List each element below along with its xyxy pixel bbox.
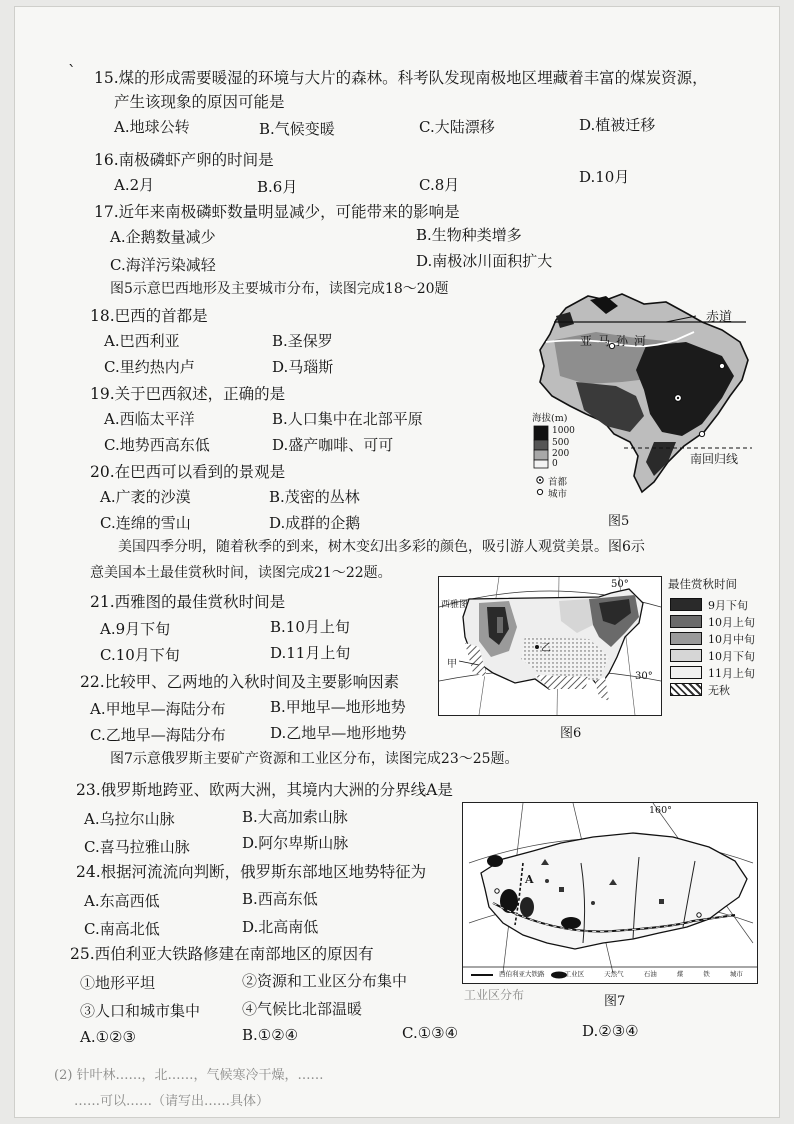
question-22-stem: 22.比较甲、乙两地的入秋时间及主要影响因素 <box>80 673 400 691</box>
question-25-option-c: C.①③④ <box>402 1024 459 1042</box>
question-22-option-a: A.甲地早—海陆分布 <box>90 700 226 718</box>
question-21-option-b: B.10月上旬 <box>270 618 350 636</box>
question-25-option-b: B.①②④ <box>242 1026 299 1044</box>
question-17-option-c: C.海洋污染减轻 <box>110 256 216 274</box>
fig5-intro: 图5示意巴西地形及主要城市分布，读图完成18～20题 <box>110 281 449 297</box>
fig7-intro: 图7示意俄罗斯主要矿产资源和工业区分布，读图完成23～25题。 <box>110 751 519 767</box>
question-16-option-c: C.8月 <box>419 176 460 194</box>
fig5-elev-0: 0 <box>552 459 558 469</box>
question-22-option-b: B.甲地早—地形地势 <box>270 698 406 716</box>
fig6-legend-label: 11月上旬 <box>708 666 755 680</box>
fig5-river-label: 亚马孙河 <box>580 334 653 348</box>
question-19-option-b: B.人口集中在北部平原 <box>272 410 423 428</box>
fig5-capital-label: 首都 <box>548 477 568 488</box>
fig6-legend-label: 10月下旬 <box>708 649 755 663</box>
fig5-elev-500: 500 <box>552 438 570 448</box>
question-15-option-a: A.地球公转 <box>114 118 190 136</box>
fig6-legend-swatch <box>670 598 702 611</box>
fig7-marker-a: A <box>525 873 534 886</box>
fig6-lat-50: 50° <box>611 579 629 590</box>
fig6-legend-row <box>670 611 755 629</box>
fig6-legend-label: 无秋 <box>708 683 730 697</box>
fig5-city-label: 城市 <box>548 489 568 500</box>
fig6-seattle-label: 西雅图 <box>441 600 469 610</box>
question-24-option-d: D.北高南低 <box>242 918 319 936</box>
question-21-option-d: D.11月上旬 <box>270 644 351 662</box>
fig6-legend-swatch <box>670 683 702 696</box>
figure-6-usa-map <box>438 576 662 716</box>
question-15-option-c: C.大陆漂移 <box>419 118 495 136</box>
question-25-item-4: ④气候比北部温暖 <box>242 1000 363 1018</box>
question-23-option-a: A.乌拉尔山脉 <box>84 810 175 828</box>
question-15-stem: 15.煤的形成需要暖湿的环境与大片的森林。科考队发现南极地区埋藏着丰富的煤炭资源， <box>94 69 708 87</box>
fig6-legend-row <box>670 679 730 697</box>
figure-5-brazil-map <box>526 286 762 502</box>
question-20-option-d: D.成群的企鹅 <box>269 514 361 532</box>
question-20-option-b: B.茂密的丛林 <box>269 488 360 506</box>
fig6-legend-label: 10月中旬 <box>708 632 755 646</box>
fig6-legend-row <box>670 594 748 612</box>
fig6-legend-swatch <box>670 649 702 662</box>
fig5-tropic-label: 南回归线 <box>690 452 739 466</box>
question-16-option-a: A.2月 <box>114 176 155 194</box>
question-21-stem: 21.西雅图的最佳赏秋时间是 <box>90 593 286 611</box>
question-24-option-b: B.西高东低 <box>242 890 318 908</box>
question-19-stem: 19.关于巴西叙述，正确的是 <box>90 385 286 403</box>
question-16-option-d: D.10月 <box>579 168 630 186</box>
fig6-legend-row <box>670 645 755 663</box>
question-15-option-d: D.植被迁移 <box>579 116 656 134</box>
question-25-option-a: A.①②③ <box>80 1028 136 1046</box>
question-22-option-d: D.乙地早—地形地势 <box>270 724 407 742</box>
bleed-text-1: 工业区分布 <box>464 988 525 1002</box>
russia-map-graphic <box>463 803 757 983</box>
question-25-stem: 25.西伯利亚大铁路修建在南部地区的原因有 <box>70 945 374 963</box>
fig6-caption: 图6 <box>560 726 582 741</box>
question-25-option-d: D.②③④ <box>582 1022 639 1040</box>
question-20-option-a: A.广袤的沙漠 <box>100 488 191 506</box>
fig6-legend-label: 9月下旬 <box>708 598 748 612</box>
fig6-jia-label: 甲 <box>447 659 457 670</box>
question-20-option-c: C.连绵的雪山 <box>100 514 191 532</box>
fig6-legend <box>662 576 772 706</box>
question-23-stem: 23.俄罗斯地跨亚、欧两大洲，其境内大洲的分界线A是 <box>76 781 453 799</box>
question-21-option-c: C.10月下旬 <box>100 646 180 664</box>
fig6-legend-title: 最佳赏秋时间 <box>668 577 737 591</box>
fig5-elev-1000: 1000 <box>552 426 575 436</box>
question-23-option-b: B.大高加索山脉 <box>242 808 348 826</box>
question-24-option-a: A.东高西低 <box>84 892 160 910</box>
question-24-option-c: C.南高北低 <box>84 920 160 938</box>
question-15-stem-2: 产生该现象的原因可能是 <box>114 93 285 111</box>
question-17-stem: 17.近年来南极磷虾数量明显减少，可能带来的影响是 <box>94 203 460 221</box>
exam-page <box>14 6 780 1118</box>
fig6-yi-label: 乙 <box>541 643 551 654</box>
fig6-legend-swatch <box>670 615 702 628</box>
question-19-option-d: D.盛产咖啡、可可 <box>272 436 394 454</box>
question-25-item-1: ①地形平坦 <box>80 974 156 992</box>
fig5-elev-200: 200 <box>552 449 570 459</box>
question-19-option-a: A.西临太平洋 <box>104 410 195 428</box>
bleed-text-3: ……可以……（请写出……具体） <box>74 1094 270 1109</box>
question-19-option-c: C.地势西高东低 <box>104 436 210 454</box>
question-23-option-c: C.喜马拉雅山脉 <box>84 838 190 856</box>
question-23-option-d: D.阿尔卑斯山脉 <box>242 834 349 852</box>
fig5-caption: 图5 <box>608 514 630 529</box>
fig6-legend-row <box>670 628 755 646</box>
question-16-option-b: B.6月 <box>257 178 298 196</box>
question-24-stem: 24.根据河流流向判断，俄罗斯东部地区地势特征为 <box>76 863 427 881</box>
bleed-text-2: (2) 针叶林……，北……，气候寒冷干燥，…… <box>54 1068 324 1083</box>
fig6-intro-line2: 意美国本土最佳赏秋时间，读图完成21～22题。 <box>90 565 392 581</box>
question-18-option-d: D.马瑙斯 <box>272 358 334 376</box>
question-18-option-c: C.里约热内卢 <box>104 358 195 376</box>
question-25-item-2: ②资源和工业区分布集中 <box>242 972 408 990</box>
fig6-legend-label: 10月上旬 <box>708 615 755 629</box>
question-18-option-b: B.圣保罗 <box>272 332 333 350</box>
question-22-option-c: C.乙地早—海陆分布 <box>90 726 226 744</box>
fig6-legend-row <box>670 662 755 680</box>
fig6-lat-30: 30° <box>635 671 653 682</box>
fig7-lon-label: 160° <box>649 805 672 816</box>
question-17-option-b: B.生物种类增多 <box>416 226 522 244</box>
question-16-stem: 16.南极磷虾产卵的时间是 <box>94 151 274 169</box>
corner-mark: ` <box>68 62 76 81</box>
fig6-legend-swatch <box>670 666 702 679</box>
question-18-option-a: A.巴西利亚 <box>104 332 180 350</box>
question-21-option-a: A.9月下旬 <box>100 620 171 638</box>
question-15-option-b: B.气候变暖 <box>259 120 335 138</box>
fig7-caption: 图7 <box>604 994 626 1009</box>
question-25-item-3: ③人口和城市集中 <box>80 1002 201 1020</box>
fig5-legend-title: 海拔(m) <box>532 413 568 424</box>
question-17-option-d: D.南极冰川面积扩大 <box>416 252 553 270</box>
fig5-equator-label: 赤道 <box>706 310 733 325</box>
question-20-stem: 20.在巴西可以看到的景观是 <box>90 463 286 481</box>
question-17-option-a: A.企鹅数量减少 <box>110 228 216 246</box>
fig7-legend-text: 西伯利亚大铁路 工业区 天然气 石油 煤 铁 城市 <box>499 970 743 978</box>
question-18-stem: 18.巴西的首都是 <box>90 307 208 325</box>
figure-7-russia-map <box>462 802 758 984</box>
fig6-intro-line1: 美国四季分明，随着秋季的到来，树木变幻出多彩的颜色，吸引游人观赏美景。图6示 <box>118 539 645 555</box>
fig6-legend-swatch <box>670 632 702 645</box>
